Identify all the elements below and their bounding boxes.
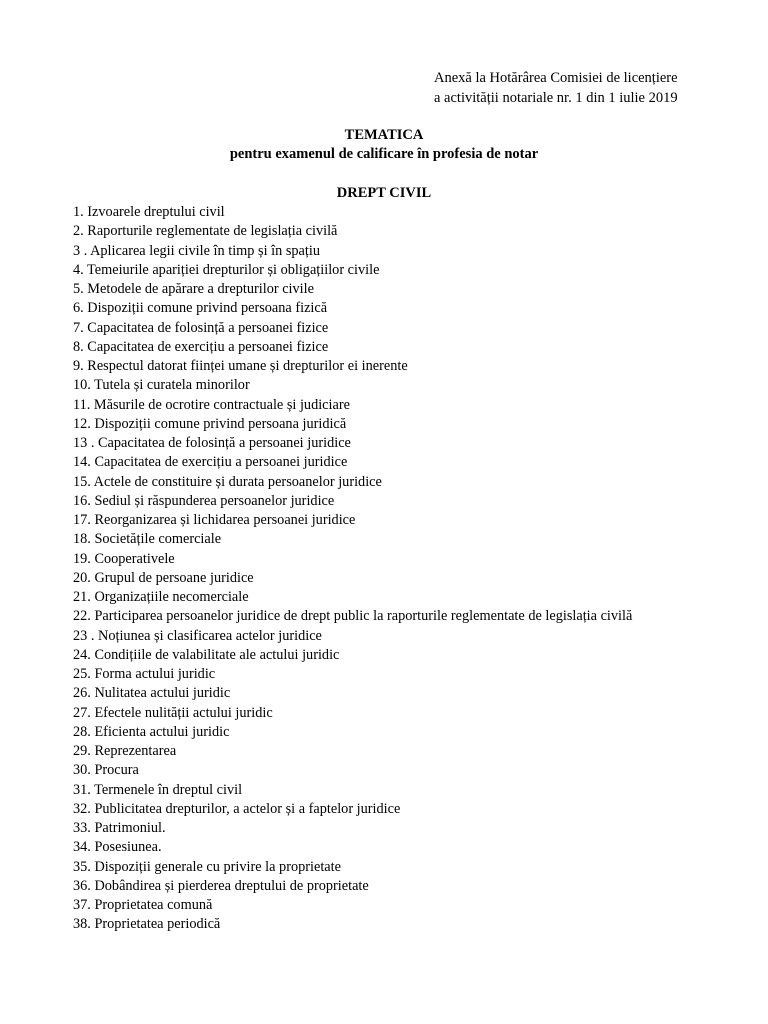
topic-list-item: 14. Capacitatea de exercițiu a persoanei juridice — [73, 454, 348, 471]
topic-list-item: 27. Efectele nulității actului juridic — [73, 704, 273, 721]
topic-list-item: 1. Izvoarele dreptului civil — [73, 204, 225, 220]
topic-list-item: 5. Metodele de apărare a drepturilor civile — [73, 281, 314, 297]
topic-list-item: 15. Actele de constituire și durata persoanelor juridice — [73, 473, 382, 490]
topic-list-item: 20. Grupul de persoane juridice — [73, 569, 254, 586]
topic-list-item: 19. Cooperativele — [73, 550, 175, 567]
topic-list-item: 8. Capacitatea de exercițiu a persoanei fizice — [73, 338, 329, 355]
topic-list-item: 16. Sediul și răspunderea persoanelor juridice — [73, 492, 335, 509]
topic-list-item: 35. Dispoziții generale cu privire la proprietate — [73, 858, 341, 875]
document-subtitle: pentru examenul de calificare în profesia de notar — [229, 146, 539, 162]
topic-list-item: 31. Termenele în dreptul civil — [73, 781, 243, 798]
topic-list-item: 21. Organizațiile necomerciale — [73, 589, 249, 605]
topic-list-item: 30. Procura — [73, 762, 139, 779]
topic-list-item: 37. Proprietatea comună — [73, 897, 213, 913]
topic-list-item: 36. Dobândirea și pierderea dreptului de proprietate — [73, 877, 369, 894]
topic-list-item: 29. Reprezentarea — [73, 743, 177, 759]
annex-line-2: a activității notariale nr. 1 din 1 iulie 2019 — [434, 90, 678, 106]
topic-list-item: 9. Respectul datorat ființei umane și drepturilor ei inerente — [73, 358, 408, 374]
topic-list-item: 24. Condițiile de valabilitate ale actului juridic — [73, 646, 340, 663]
topic-list-item: 28. Eficienta actului juridic — [73, 723, 230, 740]
topic-list-item: 4. Temeiurile apariției drepturilor și obligațiilor civile — [73, 261, 380, 278]
topic-list-item: 13 . Capacitatea de folosință a persoanei juridice — [73, 435, 351, 451]
annex-header — [434, 68, 678, 108]
topic-list-item: 25. Forma actului juridic — [73, 666, 216, 682]
topic-list-item: 38. Proprietatea periodică — [73, 916, 221, 933]
topic-list-item: 32. Publicitatea drepturilor, a actelor și a faptelor juridice — [73, 800, 401, 817]
topic-list-item: 6. Dispoziții comune privind persoana fizică — [73, 300, 328, 317]
topic-list-item: 3 . Aplicarea legii civile în timp și în spațiu — [73, 242, 320, 259]
annex-line-1: Anexă la Hotărârea Comisiei de licențiere — [434, 70, 678, 86]
topic-list-item: 22. Participarea persoanelor juridice de drept public la raporturile reglementate de legislația civilă — [73, 608, 633, 625]
topic-list — [73, 203, 663, 935]
topic-list-item: 33. Patrimoniul. — [73, 820, 166, 836]
topic-list-item: 11. Măsurile de ocrotire contractuale și judiciare — [73, 396, 350, 413]
topic-list-item: 17. Reorganizarea și lichidarea persoanei juridice — [73, 512, 356, 528]
topic-list-item: 12. Dispoziții comune privind persoana juridică — [73, 415, 347, 432]
topic-list-item: 2. Raporturile reglementate de legislația civilă — [73, 223, 338, 240]
topic-list-item: 34. Posesiunea. — [73, 839, 162, 856]
topic-list-item: 26. Nulitatea actului juridic — [73, 685, 231, 702]
section-title: DREPT CIVIL — [336, 185, 432, 201]
topic-list-item: 7. Capacitatea de folosință a persoanei fizice — [73, 319, 329, 336]
topic-list-item: 23 . Noțiunea și clasificarea actelor juridice — [73, 627, 322, 644]
document-title: TEMATICA — [344, 127, 424, 143]
topic-list-item: 18. Societățile comerciale — [73, 531, 222, 548]
topic-list-item: 10. Tutela și curatela minorilor — [73, 377, 250, 394]
